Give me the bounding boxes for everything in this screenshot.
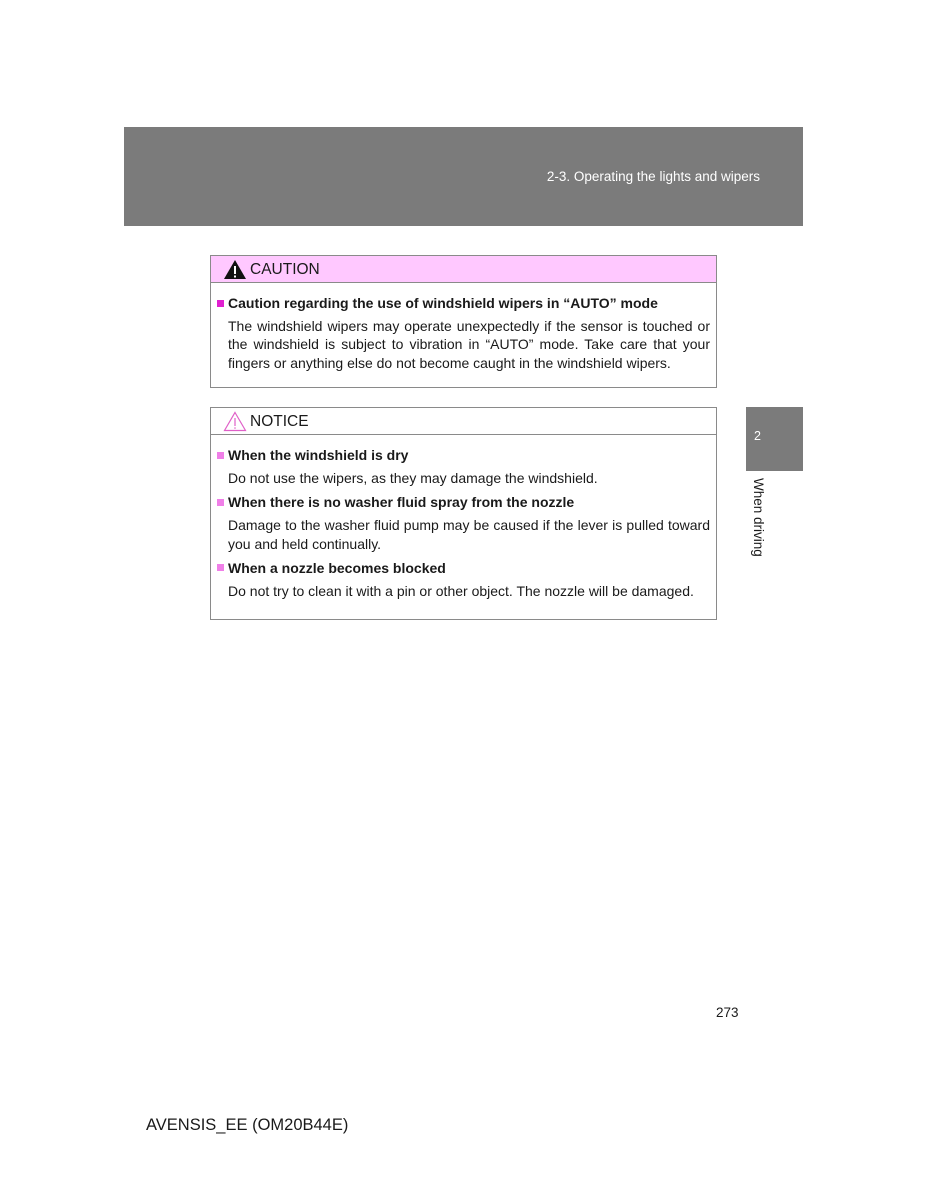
notice-item-title-text: When the windshield is dry xyxy=(228,447,409,463)
notice-item-text: Do not try to clean it with a pin or other object. The nozzle will be damaged. xyxy=(228,582,694,599)
caution-item-text: The windshield wipers may operate unexpectedly if the sensor is touched or the windshield is subject to vibration in “AUTO” mode. Take care that your fingers or anything else do not become caught in the windshield wipers. xyxy=(228,318,710,371)
notice-item-title xyxy=(217,559,710,577)
notice-item-text: Damage to the washer fluid pump may be caused if the lever is pulled toward you and held continually. xyxy=(228,517,710,552)
notice-heading: NOTICE xyxy=(250,413,309,430)
page-number: 273 xyxy=(716,1005,739,1020)
caution-header xyxy=(211,256,716,283)
bullet-square-icon xyxy=(217,300,224,307)
caution-item-title-text: Caution regarding the use of windshield wipers in “AUTO” mode xyxy=(228,295,658,311)
bullet-square-icon xyxy=(217,499,224,506)
notice-item-title xyxy=(217,493,710,511)
notice-box xyxy=(210,407,717,620)
caution-item-title xyxy=(217,294,710,312)
notice-body xyxy=(211,435,716,600)
notice-header xyxy=(211,408,716,435)
chapter-label: When driving xyxy=(751,478,766,557)
bullet-square-icon xyxy=(217,564,224,571)
notice-item-title-text: When a nozzle becomes blocked xyxy=(228,559,446,576)
caution-box xyxy=(210,255,717,388)
caution-body xyxy=(211,283,716,372)
chapter-number: 2 xyxy=(754,429,761,443)
notice-item-title xyxy=(217,446,710,464)
bullet-square-icon xyxy=(217,452,224,459)
section-header-band xyxy=(124,127,803,226)
chapter-tab xyxy=(746,407,803,471)
section-title: 2-3. Operating the lights and wipers xyxy=(546,169,760,184)
notice-item-text: Do not use the wipers, as they may damage the windshield. xyxy=(228,470,598,486)
notice-item-title-text: When there is no washer fluid spray from the nozzle xyxy=(228,494,575,511)
caution-heading: CAUTION xyxy=(250,261,320,278)
document-code: AVENSIS_EE (OM20B44E) xyxy=(146,1116,349,1134)
warning-triangle-icon xyxy=(223,259,247,280)
warning-triangle-outline-icon xyxy=(223,411,247,432)
